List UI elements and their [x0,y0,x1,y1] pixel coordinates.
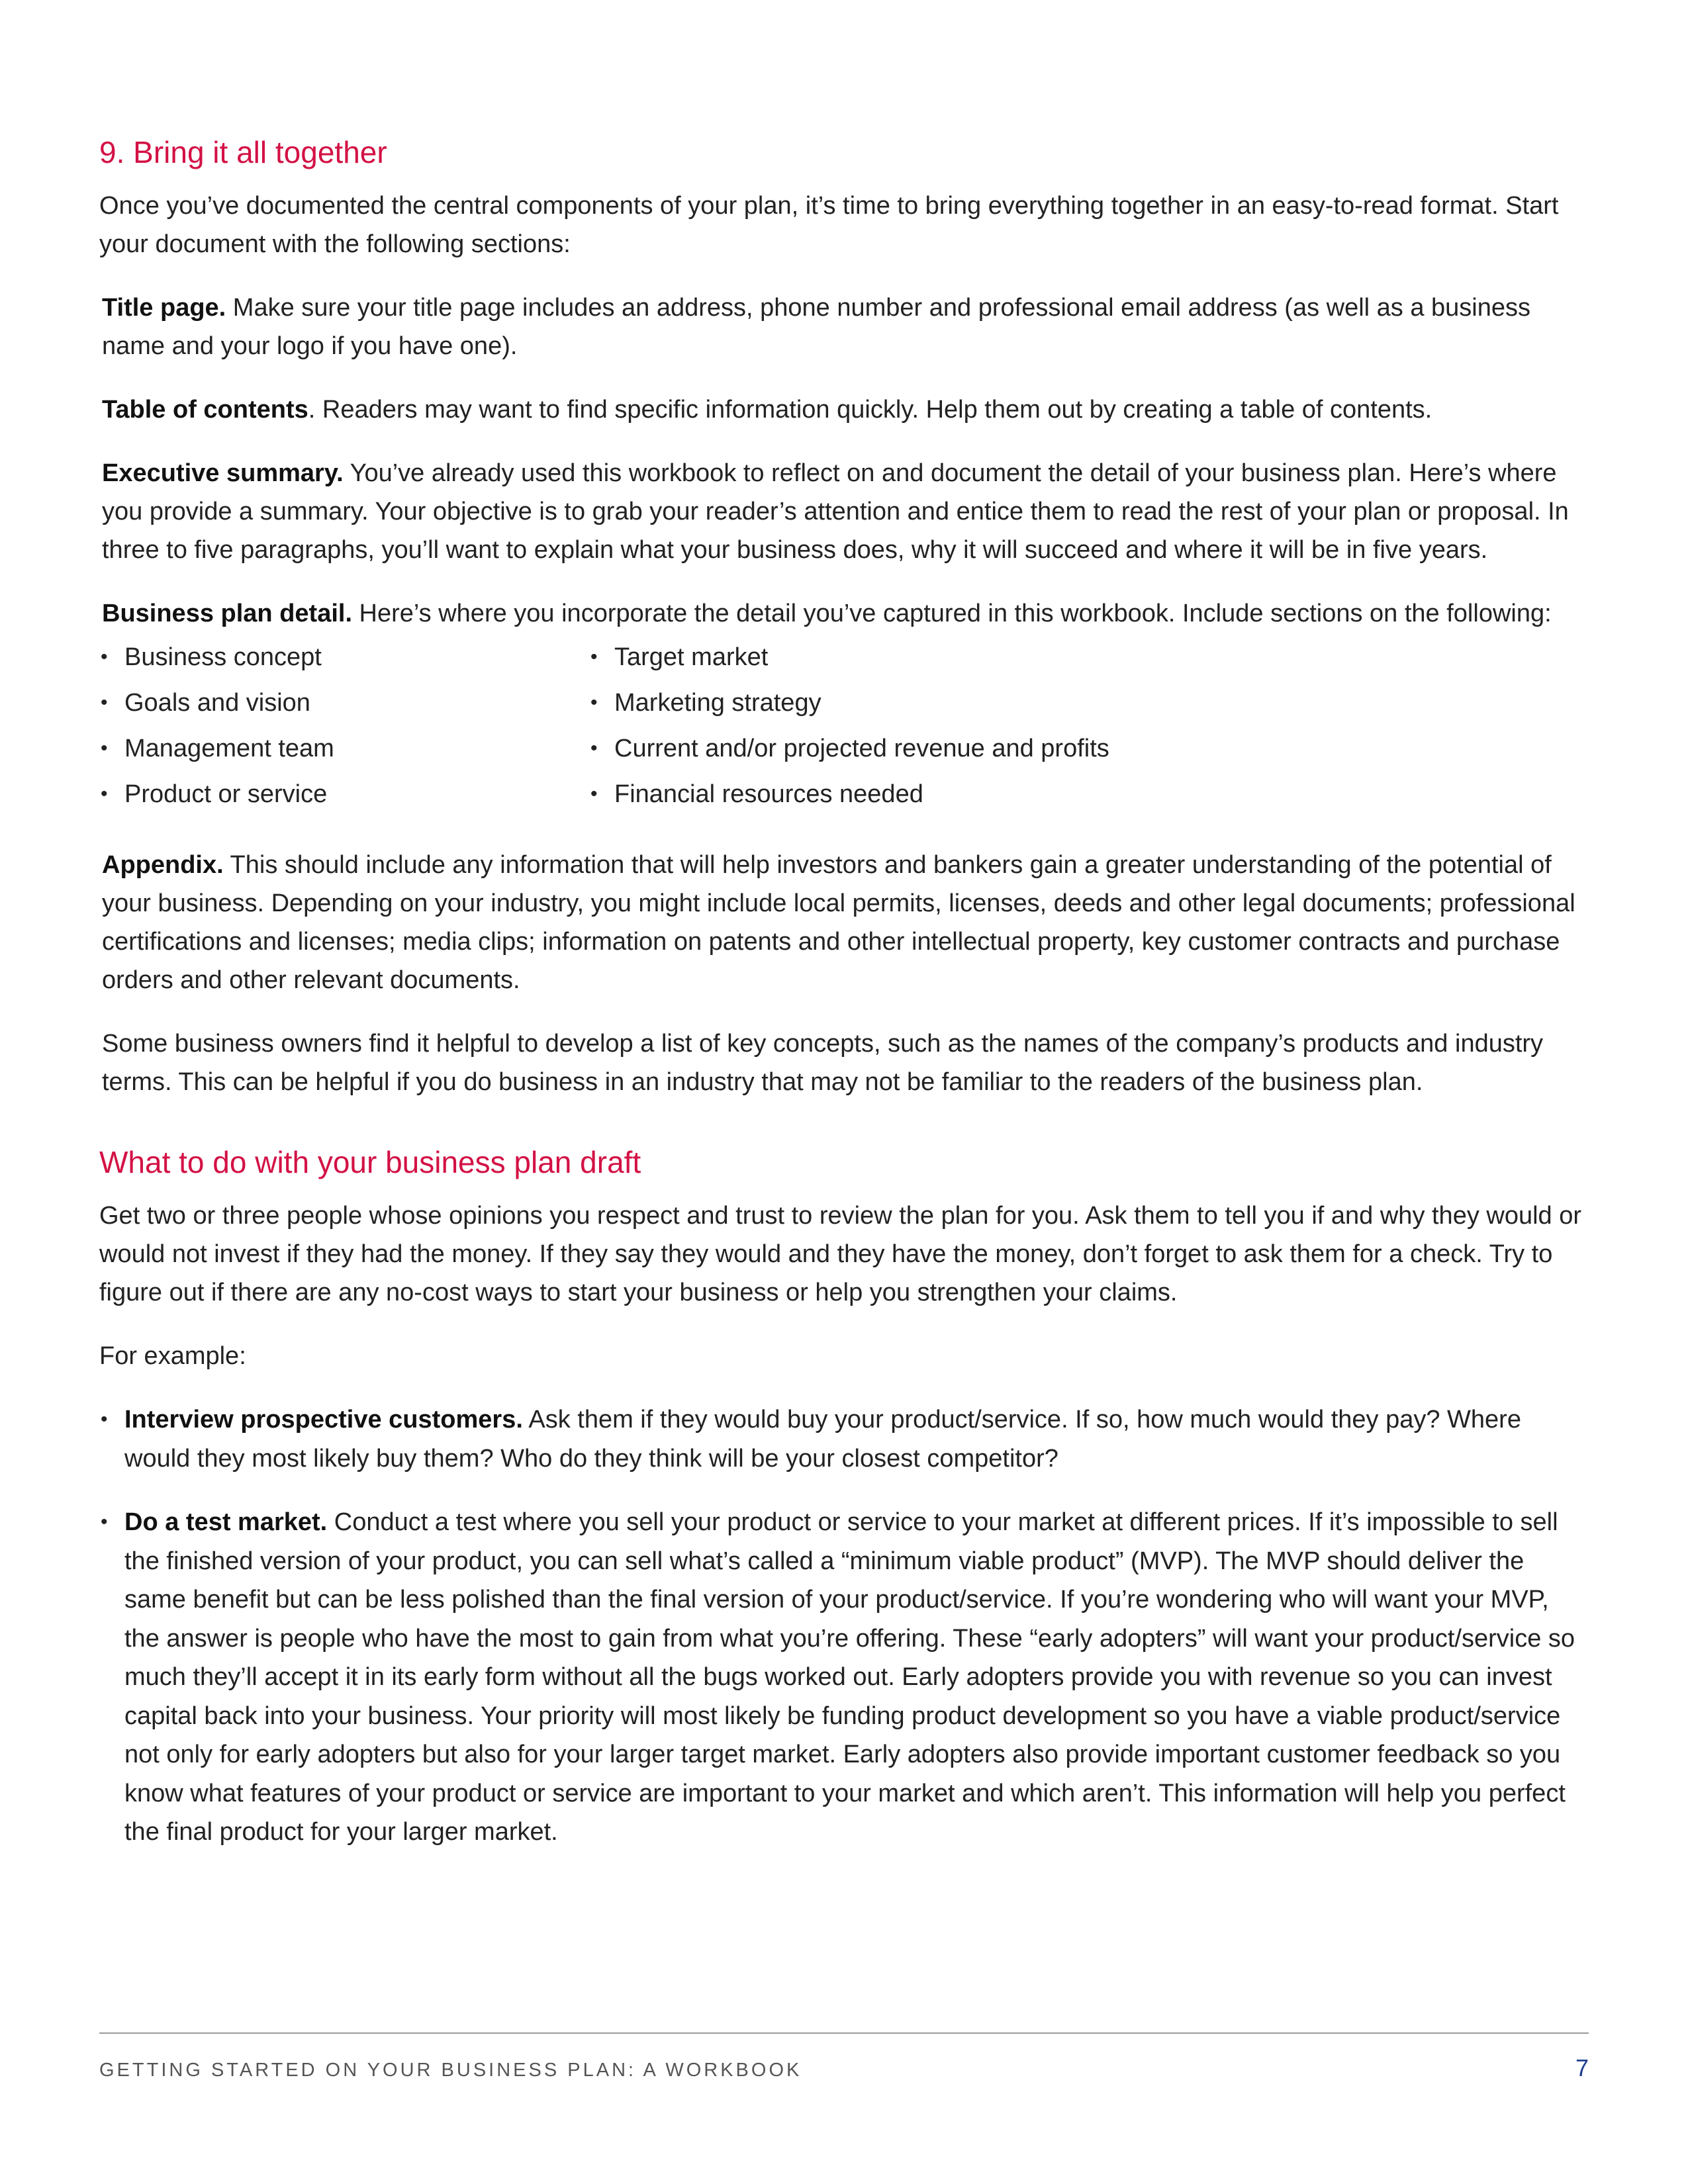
list-item: • Target market [589,638,1383,676]
title-page-text: Make sure your title page includes an address, phone number and professional email address (as well as a business name and your logo if you have one). [102,294,1531,360]
section-heading-bring-together: 9. Bring it all together [99,135,387,169]
test-market-label: Do a test market. [124,1508,328,1536]
exec-summary-label: Executive summary. [102,459,344,487]
list-item: • Goals and vision [99,684,589,722]
list-item: • Financial resources needed [589,775,1383,813]
plan-detail-list [99,638,1589,821]
interview-text: Ask them if they would buy your product/service. If so, how much would they pay? Where would they most likely buy them? Who do they think will be your closest competitor? [124,1406,1521,1473]
plan-detail-label: Business plan detail. [102,600,352,627]
example-interview [99,1400,1589,1478]
draft-intro: Get two or three people whose opinions you respect and trust to review the plan for you. Ask them to tell you if and why they would or would not invest if they had the money. If they say they would and they have the money, don’t forget to ask them for a check. Try to figure out if there are any no-cost ways to start your business or help you strengthen your claims. [99,1202,1582,1306]
title-page-label: Title page. [102,294,226,322]
plan-detail-right-column [589,638,1383,821]
footer-divider [99,2032,1589,2034]
example-lead: For example: [99,1342,246,1370]
example-test-market [99,1503,1589,1852]
list-item: • Product or service [99,775,589,813]
list-item: • Current and/or projected revenue and profits [589,729,1383,768]
footer-title: GETTING STARTED ON YOUR BUSINESS PLAN: A WORKBOOK [99,2060,802,2081]
appendix-text: This should include any information that will help investors and bankers gain a greater understanding of the potential of your business. Depending on your industry, you might include local permits, licenses, deeds and other legal documents; professional certifications and licenses; media clips; information on patents and other intellectual property, key customer contracts and purchase orders and other relevant documents. [102,851,1575,994]
list-item: • Business concept [99,638,589,676]
section-intro: Once you’ve documented the central components of your plan, it’s time to bring everything together in an easy-to-read format. Start your document with the following sections: [99,192,1559,258]
plan-detail-left-column [99,638,589,821]
interview-label: Interview prospective customers. [124,1406,523,1433]
exec-summary-text: You’ve already used this workbook to reflect on and document the detail of your business plan. Here’s where you provide a summary. Your objective is to grab your reader’s attention and entice them to read the rest of your plan or proposal. In three to five paragraphs, you’ll want to explain what your business does, why it will succeed and where it will be in five years. [102,459,1569,564]
exec-summary-paragraph [99,454,1589,569]
example-list [99,1400,1589,1852]
plan-detail-paragraph [99,594,1589,633]
test-market-text: Conduct a test where you sell your product or service to your market at different prices. If it’s impossible to sell the finished version of your product, you can sell what’s called a “minimum viable product” (MVP). The MVP should deliver the same benefit but can be less polished than the final version of your product/service. If you’re wondering who will want your MVP, the answer is people who have the most to gain from what you’re offering. These “early adopters” will want your product/service so much they’ll accept it in its early form without all the bugs worked out. Early adopters provide you with revenue so you can invest capital back into your business. Your priority will most likely be funding product development so you have a viable product/service not only for early adopters but also for your larger target market. Early adopters also provide important customer feedback so you know what features of your product or service are important to your market and which aren’t. This information will help you perfect the final product for your larger market. [124,1508,1575,1846]
section-heading-plan-draft: What to do with your business plan draft [99,1145,641,1179]
list-item: • Management team [99,729,589,768]
key-concepts-paragraph: Some business owners find it helpful to develop a list of key concepts, such as the names of the company’s products and industry terms. This can be helpful if you do business in an industry that may not be familiar to the readers of the business plan. [102,1030,1544,1096]
toc-text: . Readers may want to find specific information quickly. Help them out by creating a table of contents. [308,396,1432,424]
toc-paragraph [99,390,1589,429]
appendix-label: Appendix. [102,851,224,879]
list-item: • Marketing strategy [589,684,1383,722]
appendix-paragraph [99,846,1589,999]
title-page-paragraph [99,289,1589,365]
toc-label: Table of contents [102,396,308,424]
page-number: 7 [1575,2054,1589,2081]
plan-detail-text: Here’s where you incorporate the detail you’ve captured in this workbook. Include sections on the following: [352,600,1552,627]
